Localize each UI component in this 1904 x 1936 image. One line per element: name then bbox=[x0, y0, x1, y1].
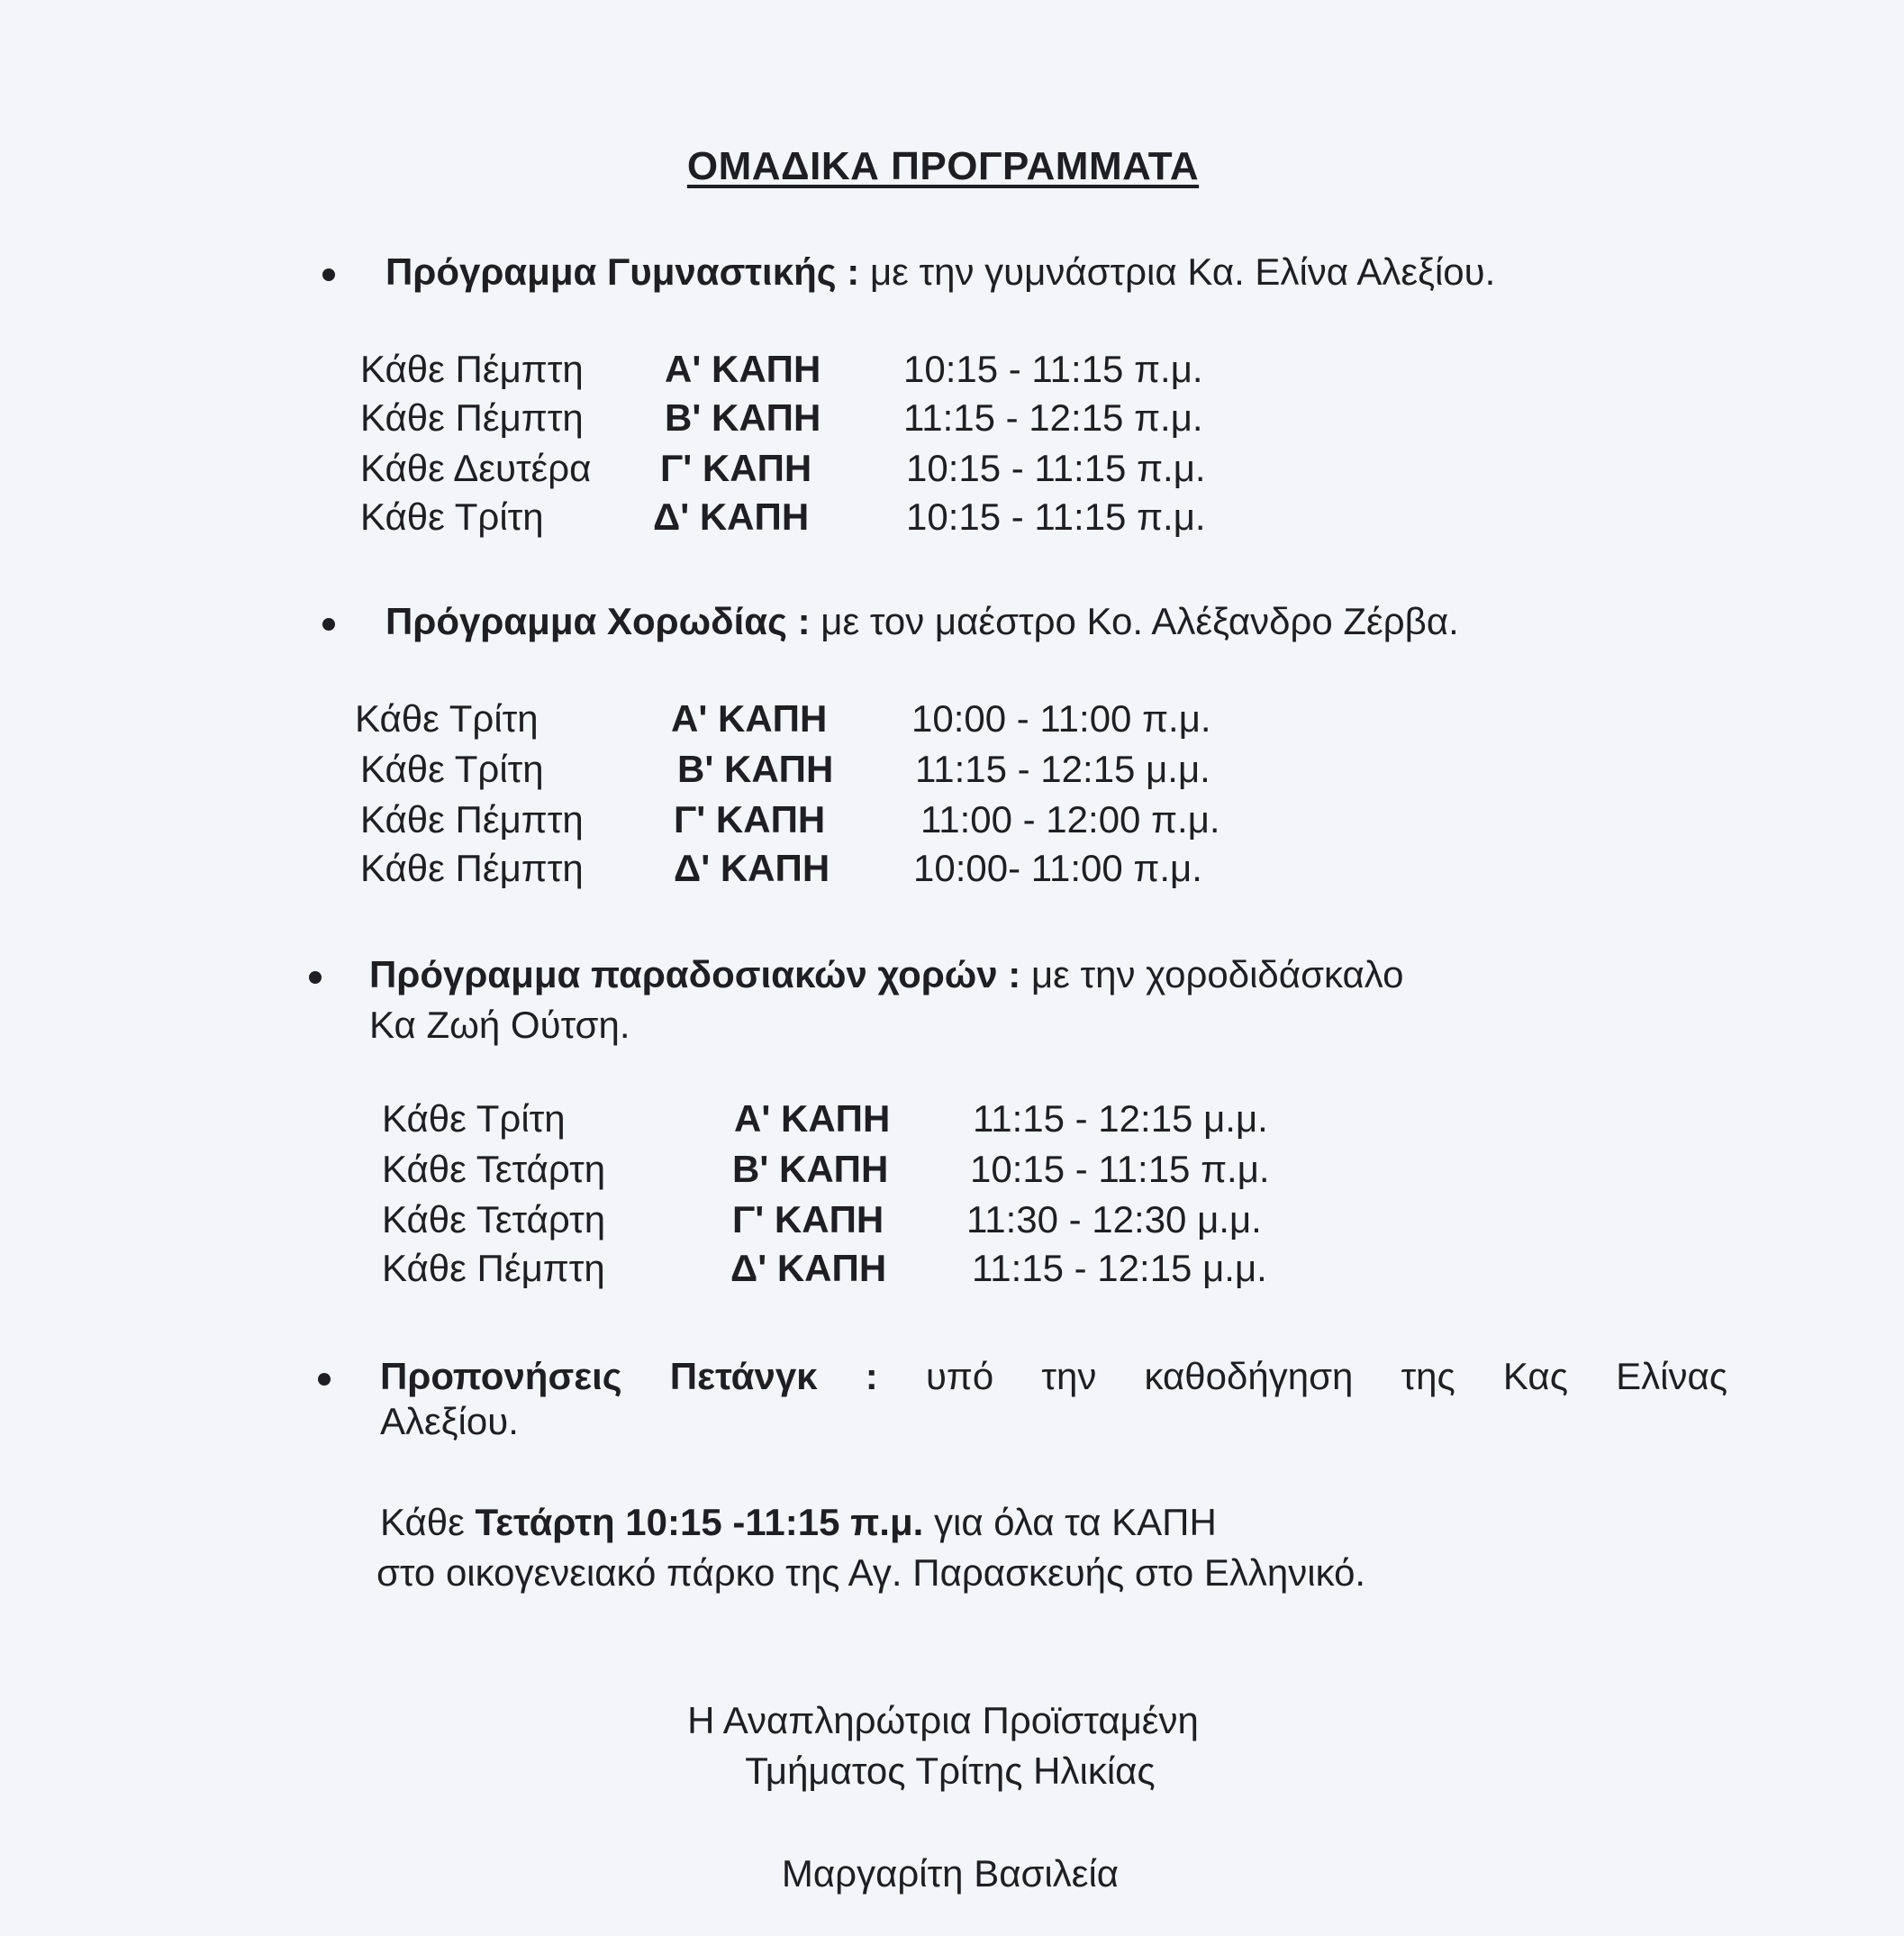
schedule-day: Κάθε Τετάρτη bbox=[382, 1198, 606, 1241]
schedule-time: 11:30 - 12:30 μ.μ. bbox=[966, 1198, 1262, 1241]
bullet-icon bbox=[309, 971, 322, 984]
petanque-heading-line bbox=[380, 1353, 1727, 1400]
schedule-time: 11:15 - 12:15 μ.μ. bbox=[972, 1247, 1267, 1289]
schedule-time: 10:15 - 11:15 π.μ. bbox=[906, 447, 1206, 489]
schedule-time: 10:15 - 11:15 π.μ. bbox=[970, 1148, 1270, 1190]
schedule-unit: Γ' ΚΑΠΗ bbox=[674, 798, 826, 841]
schedule-unit: Α' ΚΑΠΗ bbox=[671, 697, 828, 740]
schedule-unit: Γ' ΚΑΠΗ bbox=[660, 447, 812, 489]
signature-name: Μαργαρίτη Βασιλεία bbox=[781, 1852, 1120, 1895]
page-title: ΟΜΑΔΙΚΑ ΠΡΟΓΡΑΜΜΑΤΑ bbox=[686, 144, 1200, 188]
schedule-unit: Β' ΚΑΠΗ bbox=[665, 396, 821, 439]
choir-description: με τον μαέστρο Κο. Αλέξανδρο Ζέρβα. bbox=[821, 600, 1459, 642]
schedule-time: 10:15 - 11:15 π.μ. bbox=[906, 495, 1206, 538]
gymnastics-description: με την γυμνάστρια Κα. Ελίνα Αλεξίου. bbox=[869, 250, 1496, 293]
gymnastics-heading-line bbox=[385, 249, 1495, 295]
schedule-time: 11:15 - 12:15 μ.μ. bbox=[915, 748, 1210, 790]
signature-role-line2: Τμήματος Τρίτης Ηλικίας bbox=[745, 1750, 1156, 1792]
gymnastics-heading: Πρόγραμμα Γυμναστικής : bbox=[385, 250, 860, 293]
petanque-heading: Προπονήσεις Πετάνγκ : bbox=[380, 1355, 878, 1397]
schedule-day: Κάθε Πέμπτη bbox=[360, 847, 584, 889]
schedule-day: Κάθε Πέμπτη bbox=[382, 1247, 605, 1289]
bullet-icon bbox=[318, 1373, 331, 1386]
signature-role-line1: Η Αναπληρώτρια Προϊσταμένη bbox=[687, 1699, 1199, 1741]
schedule-day: Κάθε Τρίτη bbox=[355, 697, 539, 740]
petanque-schedule-prefix: Κάθε bbox=[380, 1501, 465, 1543]
schedule-unit: Α' ΚΑΠΗ bbox=[734, 1097, 891, 1140]
schedule-day: Κάθε Πέμπτη bbox=[360, 396, 584, 439]
petanque-description-line2: Αλεξίου. bbox=[380, 1400, 519, 1442]
petanque-location: στο οικογενειακό πάρκο της Αγ. Παρασκευής στο Ελληνικό. bbox=[376, 1551, 1366, 1594]
petanque-schedule bbox=[380, 1499, 1217, 1546]
schedule-time: 10:00 - 11:00 π.μ. bbox=[911, 697, 1211, 740]
bullet-icon bbox=[322, 618, 335, 631]
schedule-unit: Γ' ΚΑΠΗ bbox=[732, 1198, 884, 1241]
schedule-unit: Β' ΚΑΠΗ bbox=[677, 748, 834, 790]
schedule-time: 11:00 - 12:00 π.μ. bbox=[920, 798, 1220, 841]
bullet-icon bbox=[322, 268, 335, 281]
schedule-unit: Β' ΚΑΠΗ bbox=[732, 1148, 889, 1190]
dances-heading-line bbox=[369, 951, 1404, 998]
schedule-day: Κάθε Τρίτη bbox=[360, 748, 544, 790]
choir-heading: Πρόγραμμα Χορωδίας : bbox=[385, 600, 811, 642]
dances-description-line2: Κα Ζωή Ούτση. bbox=[369, 1004, 630, 1046]
schedule-time: 11:15 - 12:15 μ.μ. bbox=[973, 1097, 1268, 1140]
schedule-day: Κάθε Τρίτη bbox=[382, 1097, 566, 1140]
schedule-day: Κάθε Δευτέρα bbox=[360, 447, 592, 489]
schedule-time: 11:15 - 12:15 π.μ. bbox=[903, 396, 1203, 439]
schedule-unit: Δ' ΚΑΠΗ bbox=[730, 1247, 887, 1289]
dances-description: με την χοροδιδάσκαλο bbox=[1030, 953, 1404, 995]
dances-heading: Πρόγραμμα παραδοσιακών χορών : bbox=[369, 953, 1021, 995]
petanque-schedule-time: Τετάρτη 10:15 -11:15 π.μ. bbox=[475, 1501, 924, 1543]
schedule-time: 10:00- 11:00 π.μ. bbox=[913, 847, 1202, 889]
schedule-day: Κάθε Τετάρτη bbox=[382, 1148, 606, 1190]
schedule-unit: Α' ΚΑΠΗ bbox=[665, 348, 821, 390]
schedule-day: Κάθε Πέμπτη bbox=[360, 348, 584, 390]
schedule-day: Κάθε Πέμπτη bbox=[360, 798, 584, 841]
schedule-unit: Δ' ΚΑΠΗ bbox=[653, 495, 810, 538]
petanque-schedule-suffix: για όλα τα ΚΑΠΗ bbox=[934, 1501, 1217, 1543]
petanque-description: υπό την καθοδήγηση της Κας Ελίνας bbox=[925, 1355, 1727, 1397]
schedule-unit: Δ' ΚΑΠΗ bbox=[674, 847, 830, 889]
schedule-day: Κάθε Τρίτη bbox=[360, 495, 544, 538]
choir-heading-line bbox=[385, 598, 1459, 645]
schedule-time: 10:15 - 11:15 π.μ. bbox=[903, 348, 1203, 390]
